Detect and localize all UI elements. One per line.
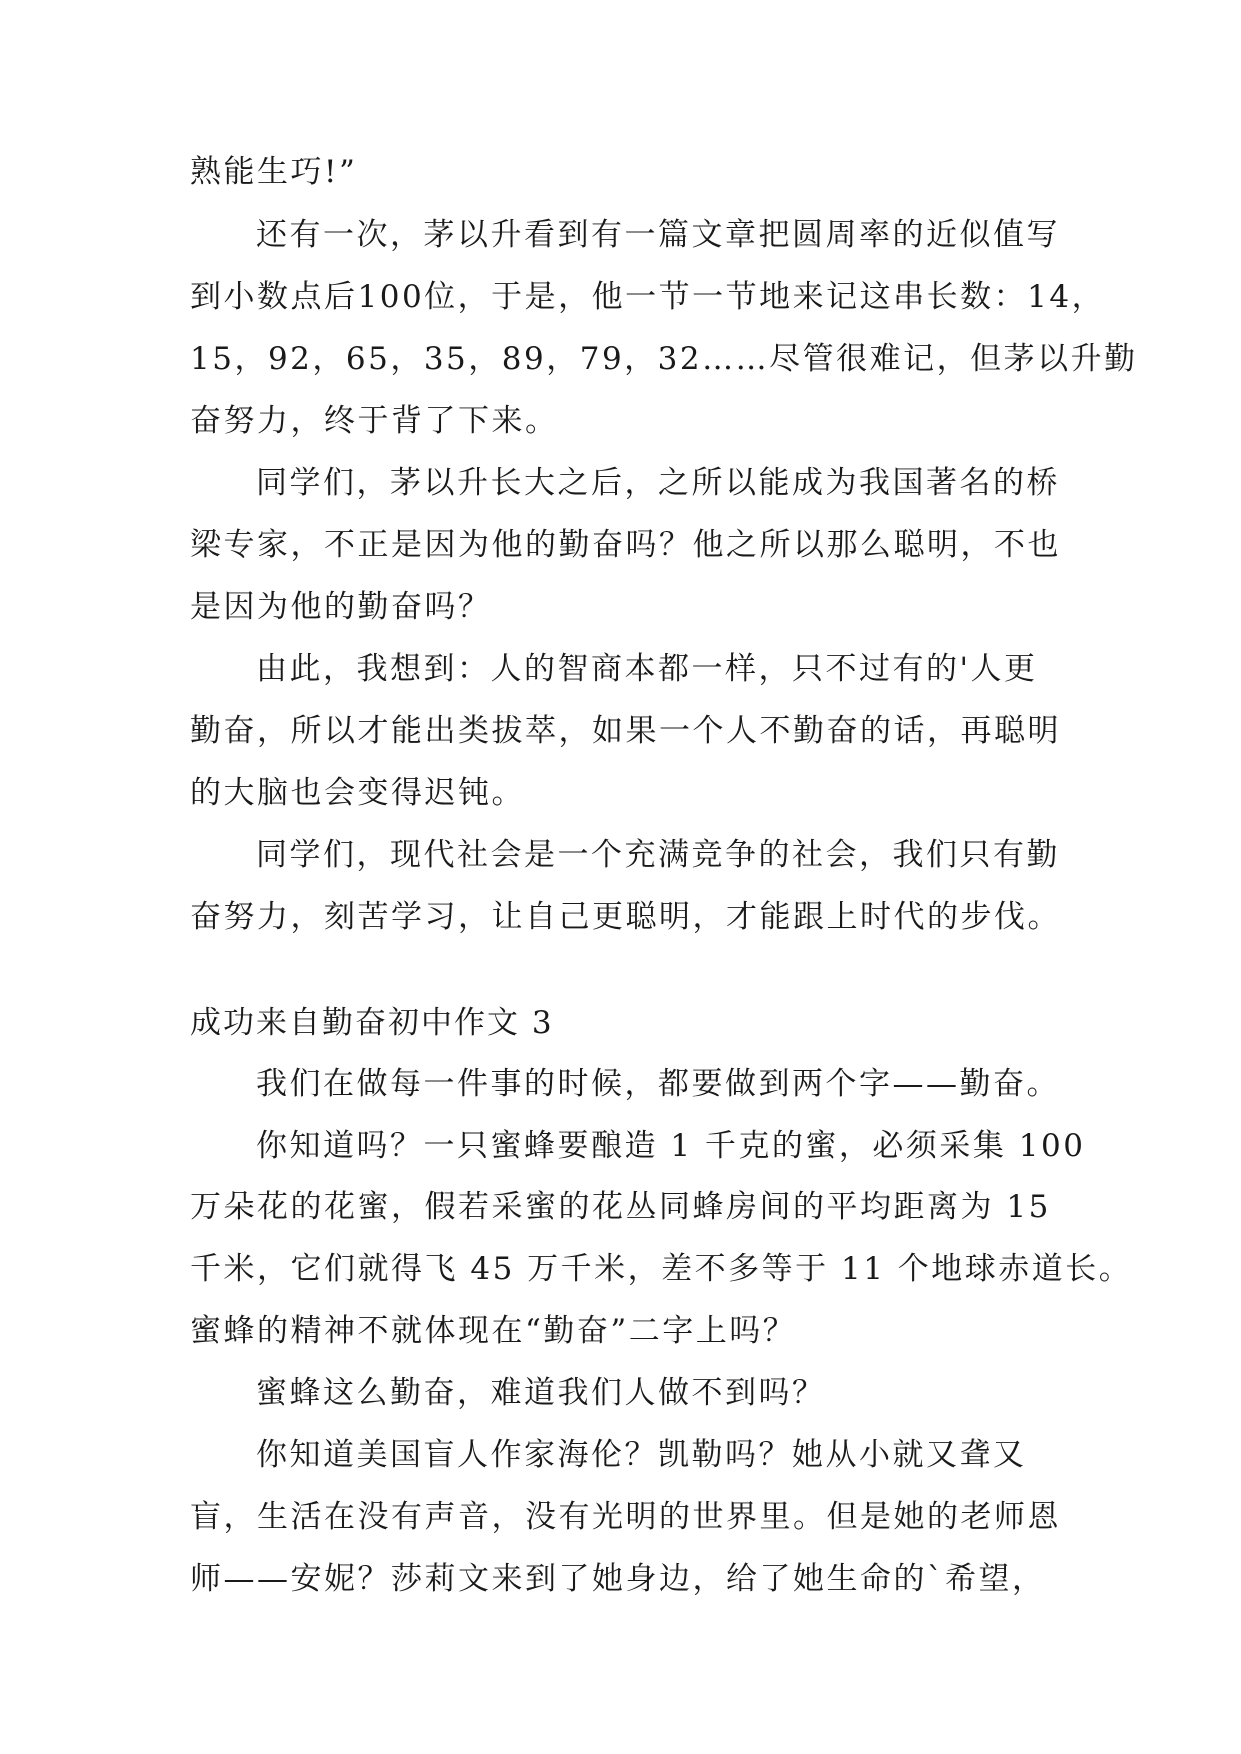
text-line-3: 到小数点后100位，于是，他一节一节地来记这串长数：14， [190,279,1106,315]
text-line-16: 你知道吗？一只蜜蜂要酿造 1 千克的蜜，必须采集 100 [256,1128,1086,1164]
text-line-10: 勤奋，所以才能出类拔萃，如果一个人不勤奋的话，再聪明 [190,713,1061,749]
text-line-11: 的大脑也会变得迟钝。 [190,775,525,811]
text-line-6: 同学们，茅以升长大之后，之所以能成为我国著名的桥 [256,465,1060,501]
text-line-19: 蜜蜂的精神不就体现在“勤奋”二字上吗？ [190,1313,797,1349]
text-line-7: 梁专家，不正是因为他的勤奋吗？他之所以那么聪明，不也 [190,527,1061,563]
text-line-4: 15，92，65，35，89，79，32……尽管很难记，但茅以升勤 [190,341,1138,377]
section-heading: 成功来自勤奋初中作文 3 [190,1005,554,1041]
text-line-1: 熟能生巧!” [190,154,358,190]
text-line-15: 我们在做每一件事的时候，都要做到两个字——勤奋。 [256,1066,1060,1102]
text-line-21: 你知道美国盲人作家海伦？凯勒吗？她从小就又聋又 [256,1437,1027,1473]
text-line-8: 是因为他的勤奋吗？ [190,589,492,625]
text-line-9: 由此，我想到：人的智商本都一样，只不过有的'人更 [256,651,1038,687]
text-line-20: 蜜蜂这么勤奋，难道我们人做不到吗？ [256,1375,826,1411]
text-line-18: 千米，它们就得飞 45 万千米，差不多等于 11 个地球赤道长。 [190,1251,1133,1287]
text-line-22: 盲，生活在没有声音，没有光明的世界里。但是她的老师恩 [190,1499,1061,1535]
text-line-12: 同学们，现代社会是一个充满竞争的社会，我们只有勤 [256,837,1060,873]
text-line-17: 万朵花的花蜜，假若采蜜的花丛同蜂房间的平均距离为 15 [190,1189,1051,1225]
text-line-2: 还有一次，茅以升看到有一篇文章把圆周率的近似值写 [256,217,1060,253]
text-line-5: 奋努力，终于背了下来。 [190,403,559,439]
text-line-13: 奋努力，刻苦学习，让自己更聪明，才能跟上时代的步伐。 [190,899,1061,935]
text-line-23: 师——安妮？莎莉文来到了她身边，给了她生命的`希望， [190,1561,1046,1597]
